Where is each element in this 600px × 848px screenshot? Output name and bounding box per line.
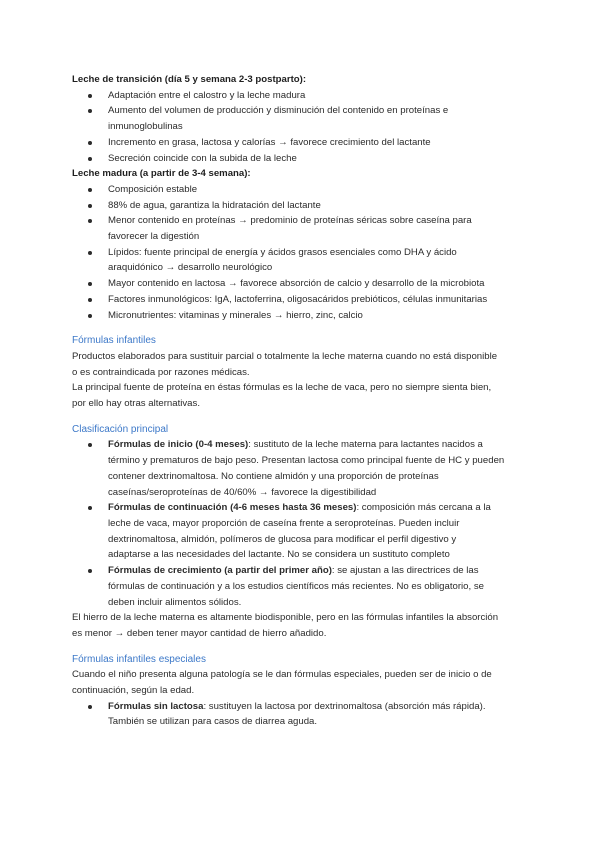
list-item: Mayor contenido en lactosa → favorece absorción de calcio y desarrollo de la microbiota — [72, 276, 528, 292]
paragraph-line: El hierro de la leche materna es altamente biodisponible, pero en las fórmulas infantiles la absorción — [72, 612, 499, 624]
list-item: Incremento en grasa, lactosa y calorías → favorece crecimiento del lactante — [72, 135, 528, 151]
bullet-dot-icon — [88, 141, 92, 145]
bullet-dot-icon — [88, 314, 92, 318]
bullet-dot-icon — [88, 569, 92, 573]
heading-formulas-infantiles: Fórmulas infantiles — [72, 335, 156, 347]
paragraph-line: Productos elaborados para sustituir parcial o totalmente la leche materna cuando no está disponible — [72, 350, 498, 362]
paragraph-line: es menor → deben tener mayor cantidad de hierro añadido. — [72, 627, 327, 639]
list-item-formulas-crecimiento: Fórmulas de crecimiento (a partir del primer año): se ajustan a las directrices de las fórmulas de continuación y a los estudios científicos más recientes. No es obligatorio, se deben incluir alimentos sólidos. — [72, 563, 528, 610]
list-transicion — [72, 88, 528, 167]
bullet-dot-icon — [88, 251, 92, 255]
list-clasificacion — [72, 437, 528, 610]
list-item: Menor contenido en proteínas → predominio de proteínas séricas sobre caseína para favorecer la digestión — [72, 213, 528, 244]
bullet-dot-icon — [88, 298, 92, 302]
list-item: Aumento del volumen de producción y disminución del contenido en proteínas e inmunoglobulinas — [72, 103, 528, 134]
list-item-formulas-sin-lactosa: Fórmulas sin lactosa: sustituyen la lactosa por dextrinomaltosa (absorción más rápida). También se utilizan para casos de diarrea aguda. — [72, 699, 528, 730]
paragraph-line: continuación, según la edad. — [72, 685, 195, 697]
list-madura — [72, 182, 528, 323]
item-lead: Fórmulas sin lactosa — [108, 700, 204, 712]
bullet-dot-icon — [88, 204, 92, 208]
paragraph-line: o es contraindicada por razones médicas. — [72, 366, 250, 378]
list-item: Composición estable — [72, 182, 528, 198]
heading-clasificacion-principal: Clasificación principal — [72, 423, 169, 435]
bullet-dot-icon — [88, 94, 92, 98]
list-item-formulas-inicio: Fórmulas de inicio (0-4 meses): sustituto de la leche materna para lactantes nacidos a término y prematuros de bajo peso. Presentan lactosa como principal fuente de HC y pueden contener dextrinomaltosa. No contiene almidón y una proporción de proteínas caseínas/seroproteínas de 40/60% → favorece la digestibilidad — [72, 437, 528, 500]
section-title-transicion: Leche de transición (día 5 y semana 2-3 postparto): — [72, 74, 307, 85]
bullet-dot-icon — [88, 705, 92, 709]
bullet-dot-icon — [88, 188, 92, 192]
document-content — [72, 72, 528, 730]
paragraph-line: Cuando el niño presenta alguna patología se le dan fórmulas especiales, pueden ser de inicio o de — [72, 669, 492, 681]
bullet-dot-icon — [88, 506, 92, 510]
paragraph-line: por ello hay otras alternativas. — [72, 398, 200, 410]
list-item: Adaptación entre el calostro y la leche madura — [72, 88, 528, 104]
paragraph-line: La principal fuente de proteína en éstas fórmulas es la leche de vaca, pero no siempre sienta bien, — [72, 382, 492, 394]
list-item: Lípidos: fuente principal de energía y ácidos grasos esenciales como DHA y ácido araquidónico → desarrollo neurológico — [72, 245, 528, 276]
list-item: 88% de agua, garantiza la hidratación del lactante — [72, 198, 528, 214]
bullet-dot-icon — [88, 219, 92, 223]
list-item: Secreción coincide con la subida de la leche — [72, 151, 528, 167]
item-lead: Fórmulas de continuación (4-6 meses hasta 36 meses) — [108, 502, 357, 514]
bullet-dot-icon — [88, 109, 92, 113]
list-especiales — [72, 699, 528, 730]
bullet-dot-icon — [88, 282, 92, 286]
section-title-madura: Leche madura (a partir de 3-4 semana): — [72, 168, 251, 180]
heading-formulas-especiales: Fórmulas infantiles especiales — [72, 653, 206, 665]
item-lead: Fórmulas de crecimiento (a partir del primer año) — [108, 565, 332, 577]
bullet-dot-icon — [88, 443, 92, 447]
item-lead: Fórmulas de inicio (0-4 meses) — [108, 439, 249, 451]
bullet-dot-icon — [88, 157, 92, 161]
list-item: Factores inmunológicos: IgA, lactoferrina, oligosacáridos prebióticos, células inmunitarias — [72, 292, 528, 308]
list-item-formulas-continuacion: Fórmulas de continuación (4-6 meses hasta 36 meses): composición más cercana a la leche de vaca, mayor proporción de caseína frente a seroproteínas. Pueden incluir dextrinomaltosa, almidón, polímeros de glucosa para modificar el perfil digestivo y adaptarse a las necesidades del lactante. No se considera un sustituto completo — [72, 500, 528, 563]
list-item: Micronutrientes: vitaminas y minerales → hierro, zinc, calcio — [72, 308, 528, 324]
